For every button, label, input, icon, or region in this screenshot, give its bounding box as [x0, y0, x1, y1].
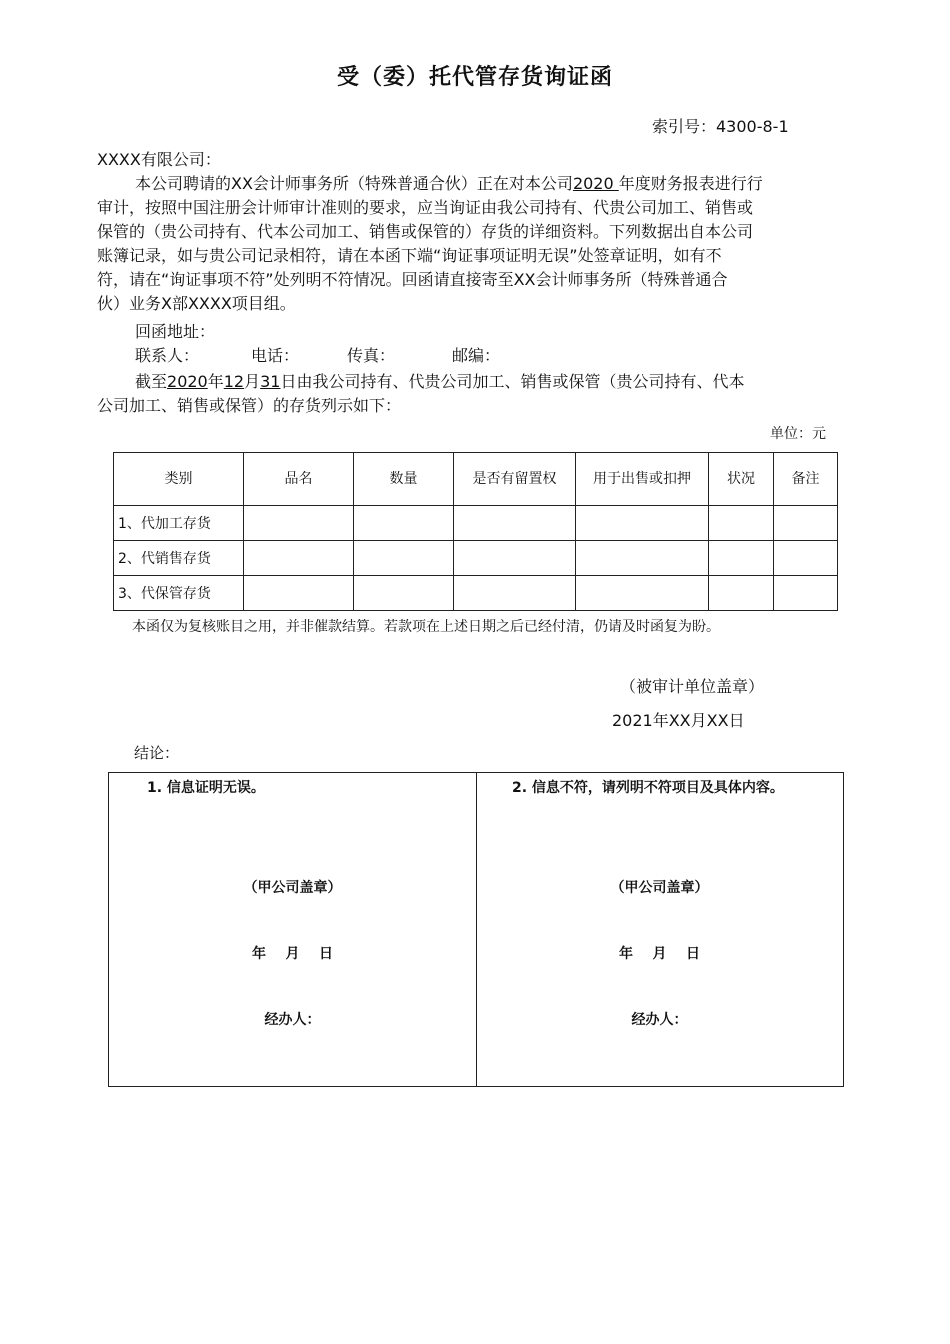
table-cell[interactable]	[709, 541, 774, 576]
table-cell[interactable]	[774, 506, 838, 541]
table-cell[interactable]	[354, 506, 454, 541]
table-cell[interactable]	[774, 541, 838, 576]
as-of-suffix: 日由我公司持有、代贵公司加工、销售或保管（贵公司持有、代本	[280, 372, 745, 391]
as-of-year: 2020	[167, 372, 208, 391]
header-quantity: 数量	[354, 453, 454, 506]
company-stamp-label: （甲公司盖章）	[243, 880, 342, 896]
paragraph-line-6: 伙）业务X部XXXX项目组。	[97, 294, 296, 313]
as-of-prefix: 截至	[135, 372, 168, 391]
header-category: 类别	[114, 453, 244, 506]
letter-date: 2021年XX月XX日	[612, 711, 745, 730]
handler-label: 经办人：	[264, 1012, 321, 1028]
confirmed-header: 1. 信息证明无误。	[147, 780, 265, 796]
header-sale-or-pledge: 用于出售或扣押	[576, 453, 709, 506]
paragraph-text: 本公司聘请的XX会计师事务所（特殊普通合伙）正在对本公司	[135, 174, 573, 193]
paragraph-line-2: 审计，按照中国注册会计师审计准则的要求，应当询证由我公司持有、代贵公司加工、销售或	[97, 198, 754, 217]
paragraph-line-1	[135, 172, 763, 196]
reply-box	[108, 772, 844, 1087]
date-label: 年 月 日	[619, 946, 700, 962]
phone-label: 电话：	[251, 346, 300, 365]
table-cell[interactable]	[576, 506, 709, 541]
header-condition: 状况	[709, 453, 774, 506]
row-category: 2、代销售存货	[114, 541, 244, 576]
row-category: 1、代加工存货	[114, 506, 244, 541]
header-remarks: 备注	[774, 453, 838, 506]
table-cell[interactable]	[354, 576, 454, 611]
month-unit: 月	[244, 372, 261, 391]
table-cell[interactable]	[709, 506, 774, 541]
table-cell[interactable]	[709, 576, 774, 611]
header-item-name: 品名	[244, 453, 354, 506]
conclusion-label: 结论：	[134, 744, 180, 762]
postcode-label: 邮编：	[452, 346, 501, 365]
as-of-line-1	[135, 370, 745, 394]
auditee-stamp-label: （被审计单位盖章）	[620, 677, 765, 696]
paragraph-line-3: 保管的（贵公司持有、代本公司加工、销售或保管的）存货的详细资料。下列数据出自本公司	[97, 222, 754, 241]
table-cell[interactable]	[454, 541, 576, 576]
paragraph-text: 年度财务报表进行行	[618, 174, 763, 193]
paragraph-line-5: 符，请在“询证事项不符”处列明不符情况。回函请直接寄至XX会计师事务所（特殊普通合	[97, 270, 728, 289]
reply-address: 回函地址：	[135, 322, 216, 341]
row-category: 3、代保管存货	[114, 576, 244, 611]
table-cell[interactable]	[774, 576, 838, 611]
table-row	[114, 541, 838, 576]
mismatch-header: 2. 信息不符，请列明不符项目及具体内容。	[512, 780, 784, 796]
audit-year: 2020	[572, 174, 619, 193]
table-cell[interactable]	[576, 541, 709, 576]
inventory-table	[113, 452, 838, 611]
unit-label: 单位：元	[770, 426, 826, 442]
table-cell[interactable]	[454, 506, 576, 541]
contact-person-label: 联系人：	[135, 346, 200, 365]
as-of-line-2: 公司加工、销售或保管）的存货列示如下：	[97, 396, 402, 415]
as-of-month: 12	[223, 372, 245, 391]
fax-label: 传真：	[347, 346, 396, 365]
date-label: 年 月 日	[252, 946, 333, 962]
reply-confirmed-section[interactable]	[109, 773, 477, 1086]
table-cell[interactable]	[244, 576, 354, 611]
year-unit: 年	[207, 372, 224, 391]
table-cell[interactable]	[354, 541, 454, 576]
table-cell[interactable]	[244, 506, 354, 541]
table-row	[114, 576, 838, 611]
table-cell[interactable]	[454, 576, 576, 611]
table-cell[interactable]	[576, 576, 709, 611]
index-number: 索引号：4300-8-1	[652, 117, 789, 136]
table-row	[114, 506, 838, 541]
paragraph-line-4: 账簿记录，如与贵公司记录相符，请在本函下端“询证事项证明无误”处签章证明，如有不	[97, 246, 722, 265]
addressee: XXXX有限公司：	[97, 150, 221, 169]
table-header-row	[114, 453, 838, 506]
header-lien: 是否有留置权	[454, 453, 576, 506]
as-of-day: 31	[260, 372, 281, 391]
table-cell[interactable]	[244, 541, 354, 576]
handler-label: 经办人：	[631, 1012, 688, 1028]
page-title: 受（委）托代管存货询证函	[336, 65, 613, 90]
reply-mismatch-section[interactable]	[476, 773, 843, 1086]
company-stamp-label: （甲公司盖章）	[610, 880, 709, 896]
disclaimer-note: 本函仅为复核账目之用，并非催款结算。若款项在上述日期之后已经付清，仍请及时函复为盼。	[132, 619, 720, 635]
